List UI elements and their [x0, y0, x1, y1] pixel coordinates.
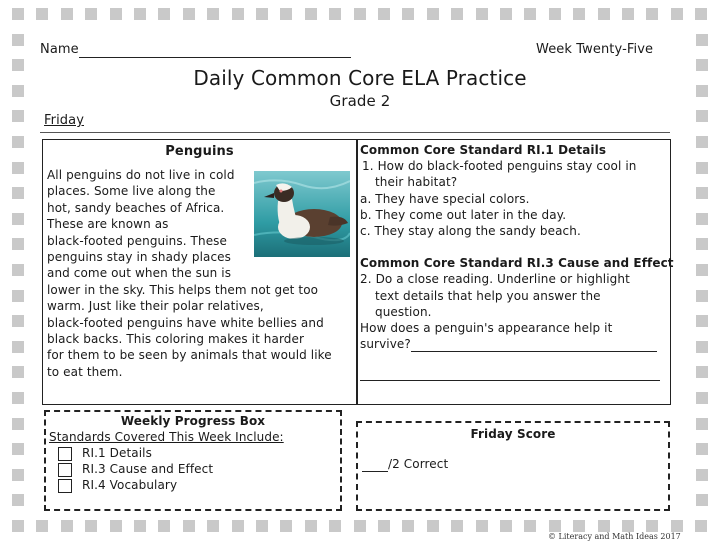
question-1-line2: their habitat?	[375, 175, 458, 189]
border-square	[696, 264, 708, 276]
passage-line: black backs. This coloring makes it harder	[47, 332, 305, 347]
border-square	[671, 520, 683, 532]
name-label: Name	[40, 42, 79, 57]
border-square	[696, 366, 708, 378]
score-text: /2 Correct	[388, 457, 449, 471]
border-square	[232, 8, 244, 20]
passage-line: lower in the sky. This helps them not get too	[47, 282, 319, 297]
questions-panel	[356, 139, 674, 405]
border-square	[158, 520, 170, 532]
border-square	[622, 8, 634, 20]
border-square	[476, 520, 488, 532]
border-square	[12, 469, 24, 481]
border-square	[12, 392, 24, 404]
border-square	[696, 162, 708, 174]
copyright-text: © Literacy and Math Ideas 2017	[548, 532, 681, 541]
question-1-line1: 1. How do black-footed penguins stay cool in	[362, 159, 637, 173]
passage-line: black-footed penguins. These	[47, 233, 228, 248]
passage-title: Penguins	[165, 144, 234, 159]
answer-blank-line[interactable]	[411, 339, 657, 352]
name-field[interactable]	[40, 42, 351, 58]
border-square	[695, 8, 707, 20]
border-square	[110, 8, 122, 20]
border-square	[85, 520, 97, 532]
border-square	[12, 187, 24, 199]
standard-ri1-heading: Common Core Standard RI.1 Details	[360, 143, 607, 157]
answer-blank-line[interactable]	[360, 380, 660, 381]
passage-line: to eat them.	[47, 364, 123, 379]
border-square	[12, 494, 24, 506]
border-square	[354, 520, 366, 532]
weekly-progress-box	[44, 410, 342, 511]
answer-option-c[interactable]: c. They stay along the sandy beach.	[360, 224, 581, 238]
passage-line: These are known as	[47, 217, 169, 232]
border-square	[12, 136, 24, 148]
border-square	[598, 8, 610, 20]
border-square	[696, 315, 708, 327]
border-square	[696, 187, 708, 199]
progress-box-subtitle: Standards Covered This Week Include:	[49, 430, 284, 444]
border-square	[696, 341, 708, 353]
border-square	[305, 520, 317, 532]
border-square	[427, 8, 439, 20]
border-square	[12, 110, 24, 122]
passage-line: and come out when the sun is	[47, 266, 232, 281]
answer-option-b[interactable]: b. They come out later in the day.	[360, 208, 567, 222]
passage-panel	[42, 139, 358, 405]
border-square	[573, 8, 585, 20]
border-square	[451, 8, 463, 20]
standard-checkbox-item[interactable]	[58, 461, 213, 477]
border-square	[12, 418, 24, 430]
border-square	[12, 8, 24, 20]
checkbox[interactable]	[58, 447, 72, 461]
border-square	[696, 418, 708, 430]
border-square	[110, 520, 122, 532]
answer-option-a[interactable]: a. They have special colors.	[360, 192, 530, 206]
border-square	[36, 8, 48, 20]
border-square	[696, 110, 708, 122]
border-square	[36, 520, 48, 532]
standard-ri3-heading: Common Core Standard RI.3 Cause and Effect	[360, 256, 674, 270]
border-square	[500, 8, 512, 20]
border-square	[696, 494, 708, 506]
friday-score-box	[356, 421, 670, 511]
border-square	[12, 213, 24, 225]
border-square	[232, 520, 244, 532]
checkbox[interactable]	[58, 479, 72, 493]
score-blank[interactable]	[362, 459, 388, 472]
border-square	[12, 520, 24, 532]
border-square	[183, 8, 195, 20]
border-square	[695, 520, 707, 532]
checkbox-label: RI.1 Details	[82, 446, 152, 460]
border-square	[646, 8, 658, 20]
question-2-prompt-line1: How does a penguin's appearance help it	[360, 321, 613, 335]
border-square	[427, 520, 439, 532]
passage-line: All penguins do not live in cold	[47, 168, 235, 182]
penguin-photo-icon	[254, 171, 350, 257]
border-square	[12, 315, 24, 327]
border-square	[696, 469, 708, 481]
border-square	[524, 520, 536, 532]
border-square	[12, 238, 24, 250]
border-square	[476, 8, 488, 20]
score-box-title: Friday Score	[470, 427, 556, 441]
score-line	[362, 456, 448, 472]
border-square	[12, 341, 24, 353]
header-divider	[40, 132, 670, 133]
question-2-line1: 2. Do a close reading. Underline or highlight	[360, 272, 630, 286]
border-square	[256, 520, 268, 532]
border-square	[280, 520, 292, 532]
border-square	[402, 8, 414, 20]
border-square	[671, 8, 683, 20]
border-square	[696, 443, 708, 455]
checkbox-label: RI.4 Vocabulary	[82, 478, 178, 492]
border-square	[696, 213, 708, 225]
border-square	[696, 290, 708, 302]
border-square	[696, 238, 708, 250]
checkbox[interactable]	[58, 463, 72, 477]
border-square	[12, 366, 24, 378]
border-square	[622, 520, 634, 532]
border-square	[61, 520, 73, 532]
day-label: Friday	[44, 113, 84, 128]
border-square	[12, 162, 24, 174]
border-square	[12, 264, 24, 276]
border-square	[158, 8, 170, 20]
border-square	[402, 520, 414, 532]
border-square	[378, 520, 390, 532]
border-square	[696, 392, 708, 404]
border-square	[646, 520, 658, 532]
border-square	[524, 8, 536, 20]
border-square	[85, 8, 97, 20]
question-2-line3: question.	[375, 305, 432, 319]
border-square	[598, 520, 610, 532]
standard-checkbox-item[interactable]	[58, 445, 152, 461]
border-square	[61, 8, 73, 20]
week-label: Week Twenty-Five	[536, 42, 654, 57]
standard-checkbox-item[interactable]	[58, 477, 177, 493]
border-square	[573, 520, 585, 532]
border-square	[134, 520, 146, 532]
passage-line: black-footed penguins have white bellies and	[47, 315, 324, 330]
border-square	[549, 8, 561, 20]
question-2-prompt-text: survive?	[360, 337, 411, 351]
passage-line: hot, sandy beaches of Africa.	[47, 200, 225, 215]
border-square	[280, 8, 292, 20]
border-square	[256, 8, 268, 20]
border-square	[12, 34, 24, 46]
border-square	[305, 8, 317, 20]
border-square	[696, 136, 708, 148]
border-square	[207, 8, 219, 20]
name-blank-line[interactable]	[79, 43, 351, 58]
border-square	[183, 520, 195, 532]
border-square	[134, 8, 146, 20]
border-square	[378, 8, 390, 20]
grade-label: Grade 2	[329, 92, 391, 110]
page-title: Daily Common Core ELA Practice	[193, 66, 527, 90]
question-2-prompt-line2	[360, 336, 657, 352]
border-square	[12, 290, 24, 302]
border-square	[451, 520, 463, 532]
border-square	[549, 520, 561, 532]
border-square	[12, 443, 24, 455]
checkbox-label: RI.3 Cause and Effect	[82, 462, 214, 476]
passage-line: places. Some live along the	[47, 184, 216, 199]
border-square	[329, 8, 341, 20]
passage-line: for them to be seen by animals that would like	[47, 348, 332, 363]
border-square	[329, 520, 341, 532]
progress-box-title: Weekly Progress Box	[120, 414, 266, 428]
question-2-line2: text details that help you answer the	[375, 289, 601, 303]
border-square	[207, 520, 219, 532]
border-square	[500, 520, 512, 532]
passage-line: warm. Just like their polar relatives,	[47, 299, 264, 314]
passage-line: penguins stay in shady places	[47, 250, 231, 265]
border-square	[696, 34, 708, 46]
border-square	[354, 8, 366, 20]
